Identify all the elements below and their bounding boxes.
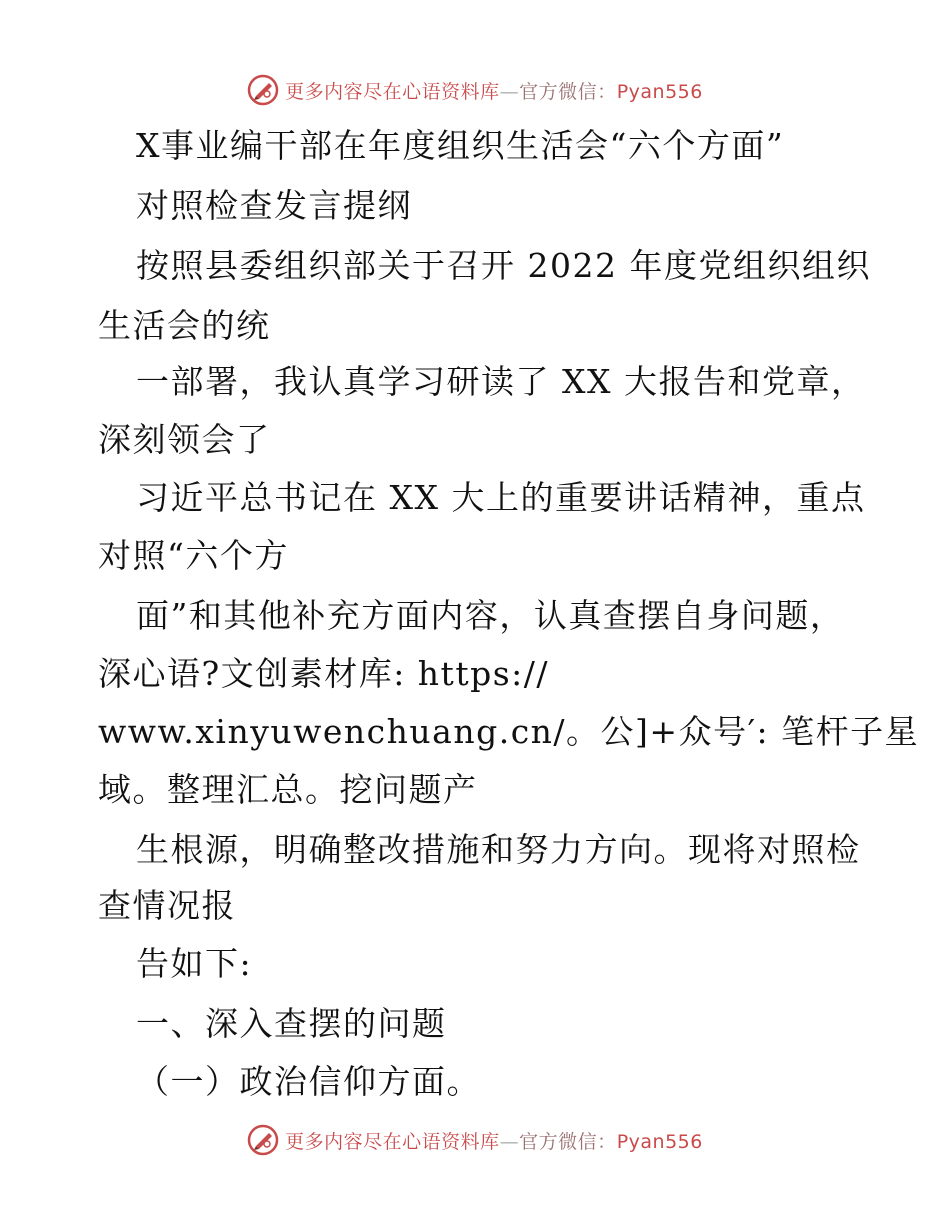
footer-watermark — [0, 1120, 950, 1160]
paragraph-line: 按照县委组织部关于召开 2022 年度党组织组织 — [136, 246, 871, 285]
paragraph-line: 习近平总书记在 XX 大上的重要讲话精神，重点 — [136, 478, 866, 517]
paragraph-line: 深心语?文创素材库: https:// — [98, 654, 549, 693]
paragraph-line: 生活会的统 — [98, 306, 271, 345]
watermark-text: 更多内容尽在心语资料库—官方微信：Pyan556 — [285, 1130, 703, 1153]
paragraph-line: 查情况报 — [98, 886, 236, 925]
paragraph-line: 一部署，我认真学习研读了 XX 大报告和党章， — [136, 362, 866, 401]
paragraph-line: 对照“六个方 — [98, 536, 289, 575]
paragraph-line: www.xinyuwenchuang.cn/。公]+众号′: 笔杆子星 — [98, 712, 920, 751]
document-title-line-1: X事业编干部在年度组织生活会“六个方面” — [136, 126, 785, 165]
paragraph-line: 面”和其他补充方面内容，认真查摆自身问题， — [136, 596, 845, 635]
section-heading: 一、深入查摆的问题 — [136, 1004, 447, 1043]
subsection-heading: （一）政治信仰方面。 — [136, 1062, 481, 1101]
pen-brush-logo-icon — [247, 1124, 279, 1156]
watermark-text: 更多内容尽在心语资料库—官方微信：Pyan556 — [285, 80, 703, 103]
paragraph-line: 域。整理汇总。挖问题产 — [98, 770, 478, 809]
paragraph-line: 告如下: — [136, 944, 253, 983]
paragraph-line: 生根源，明确整改措施和努力方向。现将对照检 — [136, 830, 861, 869]
document-title-line-2: 对照检查发言提纲 — [136, 186, 412, 225]
paragraph-line: 深刻领会了 — [98, 420, 271, 459]
